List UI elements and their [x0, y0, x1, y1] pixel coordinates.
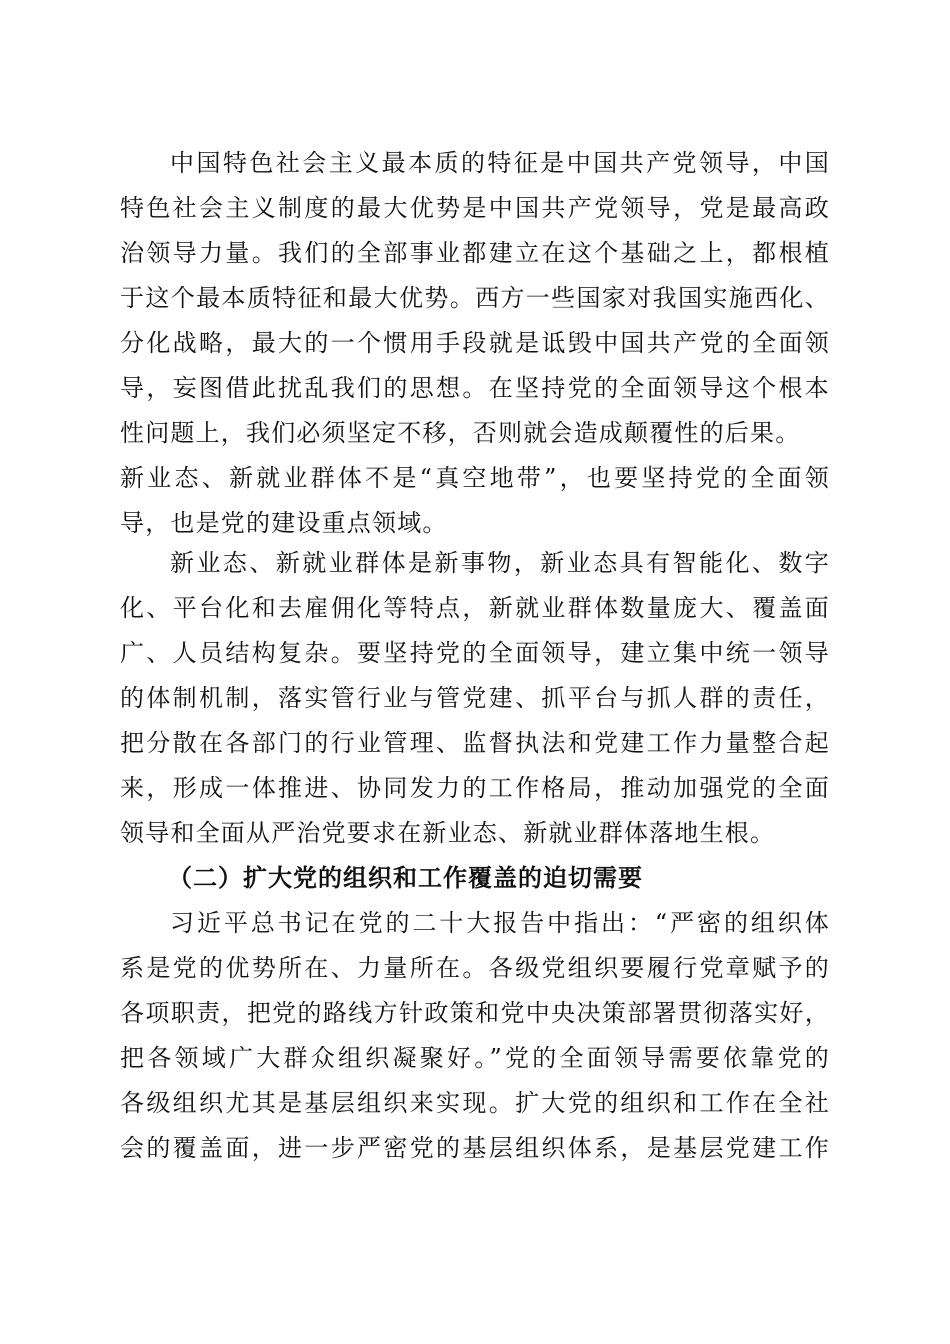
- paragraph-line: 治领导力量。我们的全部事业都建立在这个基础之上，都根植: [120, 239, 830, 267]
- paragraph-line: 导，妄图借此扰乱我们的思想。在坚持党的全面领导这个根本: [120, 374, 830, 402]
- paragraph-line: 特色社会主义制度的最大优势是中国共产党领导，党是最高政: [120, 194, 830, 222]
- paragraph-line: 性问题上，我们必须坚定不移，否则就会造成颠覆性的后果。: [120, 419, 801, 447]
- paragraph-line: 会的覆盖面，进一步严密党的基层组织体系，是基层党建工作: [120, 1134, 830, 1162]
- paragraph-line: 新业态、新就业群体不是“真空地带”，也要坚持党的全面领: [120, 464, 830, 492]
- paragraph-line: 的体制机制，落实管行业与管党建、抓平台与抓人群的责任，: [120, 684, 830, 712]
- paragraph-line: 中国特色社会主义最本质的特征是中国共产党领导，中国: [170, 149, 830, 177]
- paragraph-line: 领导和全面从严治党要求在新业态、新就业群体落地生根。: [120, 819, 776, 847]
- section-heading: （二）扩大党的组织和工作覆盖的迫切需要: [168, 864, 643, 892]
- paragraph-line: 各级组织尤其是基层组织来实现。扩大党的组织和工作在全社: [120, 1089, 830, 1117]
- paragraph-line: 把分散在各部门的行业管理、监督执法和党建工作力量整合起: [120, 729, 830, 757]
- paragraph-line: 把各领域广大群众组织凝聚好。”党的全面领导需要依靠党的: [120, 1044, 830, 1072]
- paragraph-line: 广、人员结构复杂。要坚持党的全面领导，建立集中统一领导: [120, 639, 830, 667]
- paragraph-line: 化、平台化和去雇佣化等特点，新就业群体数量庞大、覆盖面: [120, 594, 830, 622]
- paragraph-line: 习近平总书记在党的二十大报告中指出：“严密的组织体: [170, 909, 830, 937]
- paragraph-line: 新业态、新就业群体是新事物，新业态具有智能化、数字: [170, 549, 830, 577]
- paragraph-line: 导，也是党的建设重点领域。: [120, 509, 448, 537]
- paragraph-line: 来，形成一体推进、协同发力的工作格局，推动加强党的全面: [120, 774, 830, 802]
- paragraph-line: 各项职责，把党的路线方针政策和党中央决策部署贯彻落实好，: [120, 999, 830, 1027]
- paragraph-line: 于这个最本质特征和最大优势。西方一些国家对我国实施西化、: [120, 284, 830, 312]
- paragraph-line: 分化战略，最大的一个惯用手段就是诋毁中国共产党的全面领: [120, 329, 830, 357]
- paragraph-line: 系是党的优势所在、力量所在。各级党组织要履行党章赋予的: [120, 954, 830, 982]
